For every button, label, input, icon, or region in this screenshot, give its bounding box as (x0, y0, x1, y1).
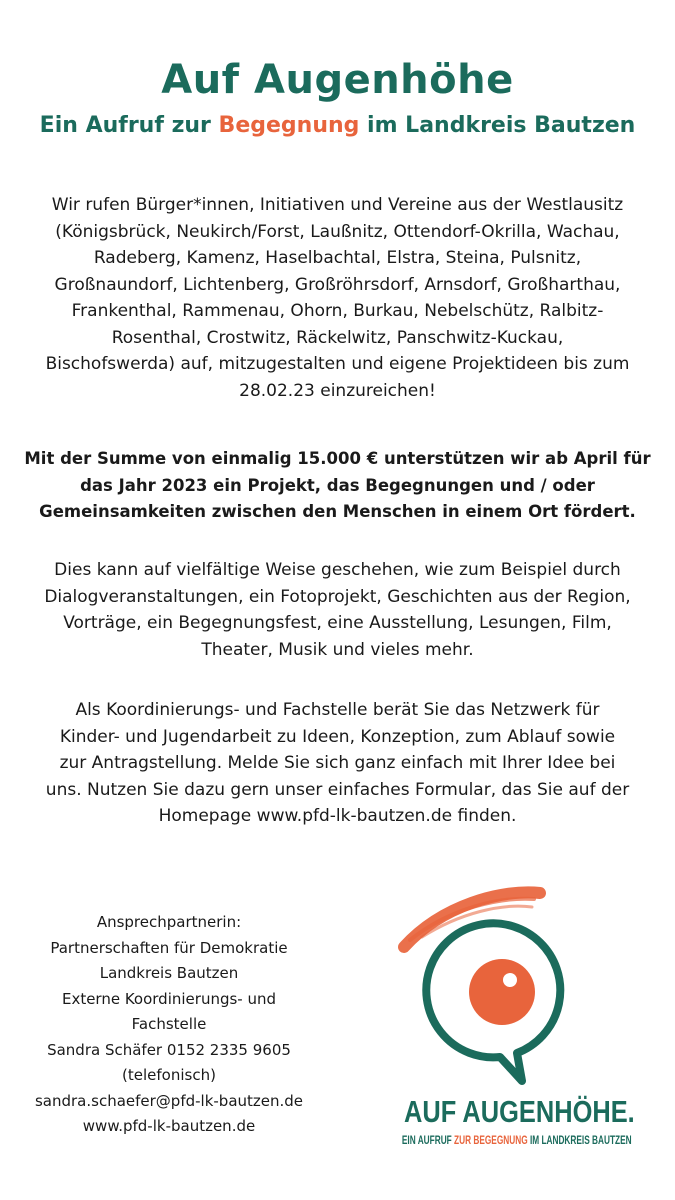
contact-website-link[interactable]: www.pfd-lk-bautzen.de (82, 1117, 256, 1135)
advice-paragraph (0, 697, 675, 830)
eye-speech-bubble-icon (382, 885, 627, 1095)
page-subtitle (0, 110, 675, 142)
text-line: Homepage www.pfd-lk-bautzen.de finden. (158, 806, 517, 826)
logo-sub-prefix: EIN AUFRUF (401, 1135, 455, 1147)
examples-paragraph (0, 557, 675, 663)
contact-block (4, 910, 334, 1140)
intro-paragraph (0, 192, 675, 404)
logo-sub-accent: ZUR BEGEGNUNG (454, 1135, 528, 1147)
text-line: Rosenthal, Crostwitz, Räckelwitz, Panschwitz-Kuckau, (111, 327, 564, 348)
text-line: Theater, Musik und vieles mehr. (201, 639, 474, 660)
text-line: Bischofswerda) auf, mitzugestalten und eigene Projektideen bis zum (45, 354, 630, 374)
text-line: Radeberg, Kamenz, Haselbachtal, Elstra, Steina, Pulsnitz, (93, 248, 582, 268)
contact-phone-note: (telefonisch) (122, 1066, 216, 1084)
text-line: das Jahr 2023 ein Projekt, das Begegnungen und / oder (80, 475, 595, 495)
contact-role: Externe Koordinierungs- und (61, 989, 277, 1008)
text-line: zur Antragstellung. Melde Sie sich ganz einfach mit Ihrer Idee bei (59, 753, 616, 773)
contact-phone: Sandra Schäfer 0152 2335 9605 (47, 1040, 291, 1059)
text-line: Mit der Summe von einmalig 15.000 € unterstützen wir ab April für (24, 449, 651, 468)
text-line: Wir rufen Bürger*innen, Initiativen und Vereine aus der Westlausitz (51, 195, 624, 215)
text-line: (Königsbrück, Neukirch/Forst, Laußnitz, Ottendorf-Okrilla, Wachau, (55, 221, 620, 242)
contact-role: Fachstelle (131, 1015, 207, 1033)
text-line: Dies kann auf vielfältige Weise geschehen, wie zum Beispiel durch (54, 560, 621, 580)
funding-paragraph (0, 446, 675, 526)
logo-sub-suffix: IM LANDKREIS BAUTZEN (527, 1135, 632, 1147)
subtitle-prefix: Ein Aufruf zur (39, 113, 219, 138)
contact-heading: Ansprechpartnerin: (96, 913, 242, 931)
contact-email-link[interactable]: sandra.schaefer@pfd-lk-bautzen.de (34, 1091, 304, 1110)
page-title: Auf Augenhöhe (161, 57, 514, 103)
text-line: 28.02.23 einzureichen! (239, 380, 436, 401)
text-line: Frankenthal, Rammenau, Ohorn, Burkau, Nebelschütz, Ralbitz- (71, 301, 604, 321)
text-line: Gemeinsamkeiten zwischen den Menschen in einem Ort fördert. (39, 502, 636, 521)
contact-org: Partnerschaften für Demokratie (50, 938, 288, 957)
subtitle-suffix: im Landkreis Bautzen (359, 113, 636, 138)
logo-subtitle (401, 1133, 632, 1149)
text-line: Kinder- und Jugendarbeit zu Ideen, Konzeption, zum Ablauf sowie (59, 726, 616, 747)
subtitle-accent: Begegnung (218, 113, 360, 138)
campaign-logo (382, 885, 635, 1165)
text-line: uns. Nutzen Sie dazu gern unser einfaches Formular, das Sie auf der (45, 779, 630, 800)
text-line: Dialogveranstaltungen, ein Fotoprojekt, Geschichten aus der Region, (44, 586, 631, 607)
text-line: Großnaundorf, Lichtenberg, Großröhrsdorf, Arnsdorf, Großharthau, (54, 274, 621, 295)
text-line: Als Koordinierungs- und Fachstelle berät Sie das Netzwerk für (75, 700, 600, 720)
text-line: Vorträge, ein Begegnungsfest, eine Ausstellung, Lesungen, Film, (63, 613, 612, 633)
contact-org: Landkreis Bautzen (99, 964, 239, 982)
logo-title: AUF AUGENHÖHE. (404, 1094, 635, 1129)
